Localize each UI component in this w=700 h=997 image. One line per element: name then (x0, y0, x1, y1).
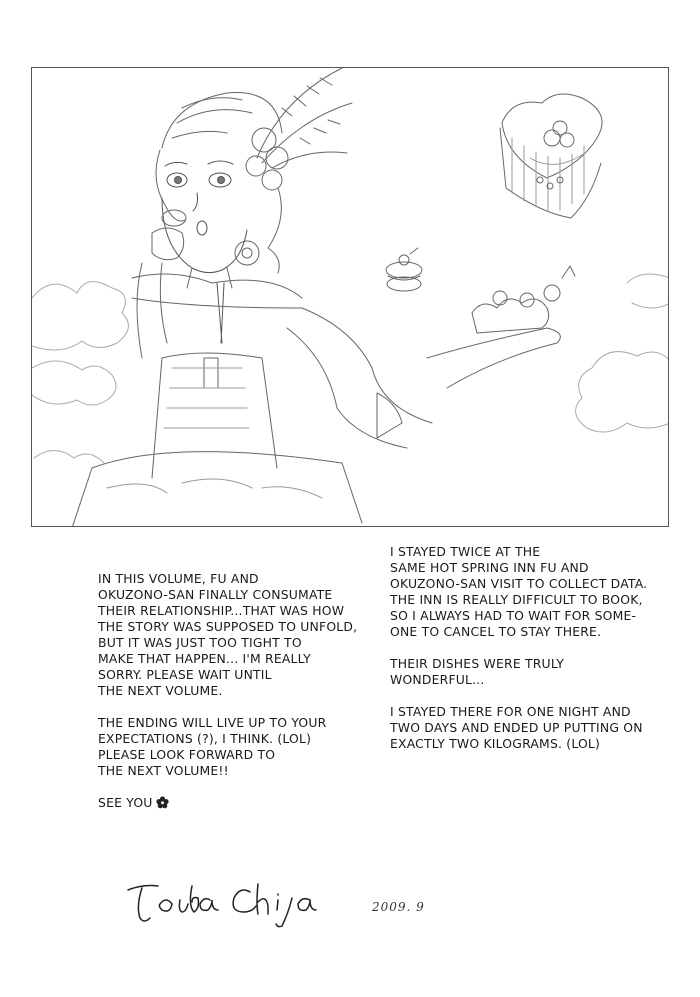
right-hand-with-sweets (427, 266, 575, 388)
left-paragraph-farewell (98, 795, 368, 811)
dress (72, 268, 432, 527)
floating-macaron (386, 248, 422, 291)
cloud-right (576, 274, 669, 432)
signature-date: 2009. 9 (372, 900, 425, 914)
illustration-frame (31, 67, 669, 527)
cloud-left (32, 282, 128, 463)
heart-cake (500, 94, 602, 218)
left-paragraph-volume: IN THIS VOLUME, FU AND OKUZONO-SAN FINALLY CONSUMATE THEIR RELATIONSHIP...THAT WAS HOW THE STORY WAS SUPPOSED TO UNFOLD, BUT IT WAS JUST TOO TIGHT TO MAKE THAT HAPPEN... I'M REALLY SORRY. PLEASE WAIT UNTIL THE NEXT VOLUME. (98, 571, 358, 698)
right-paragraph-dishes: THEIR DISHES WERE TRULY WONDERFUL... (390, 656, 565, 687)
see-you-text: SEE YOU (98, 795, 153, 810)
author-signature (100, 870, 360, 935)
afterword-right-column (390, 544, 660, 768)
left-hand-with-macaron (137, 210, 186, 358)
right-paragraph-inn: I STAYED TWICE AT THE SAME HOT SPRING INN FU AND OKUZONO-SAN VISIT TO COLLECT DATA. THE INN IS REALLY DIFFICULT TO BOOK, SO I ALWAYS HAD TO WAIT FOR SOME- ONE TO CANCEL TO STAY THERE. (390, 544, 648, 639)
flower-icon (156, 795, 169, 811)
left-paragraph-ending: THE ENDING WILL LIVE UP TO YOUR EXPECTATIONS (?), I THINK. (LOL) PLEASE LOOK FORWARD TO THE NEXT VOLUME!! (98, 715, 327, 778)
afterword-left-column (98, 571, 368, 827)
feather-plume (257, 68, 352, 168)
sketch-illustration (32, 68, 669, 527)
right-paragraph-stay: I STAYED THERE FOR ONE NIGHT AND TWO DAYS AND ENDED UP PUTTING ON EXACTLY TWO KILOGRAMS. (LOL) (390, 704, 643, 751)
face (162, 161, 247, 273)
